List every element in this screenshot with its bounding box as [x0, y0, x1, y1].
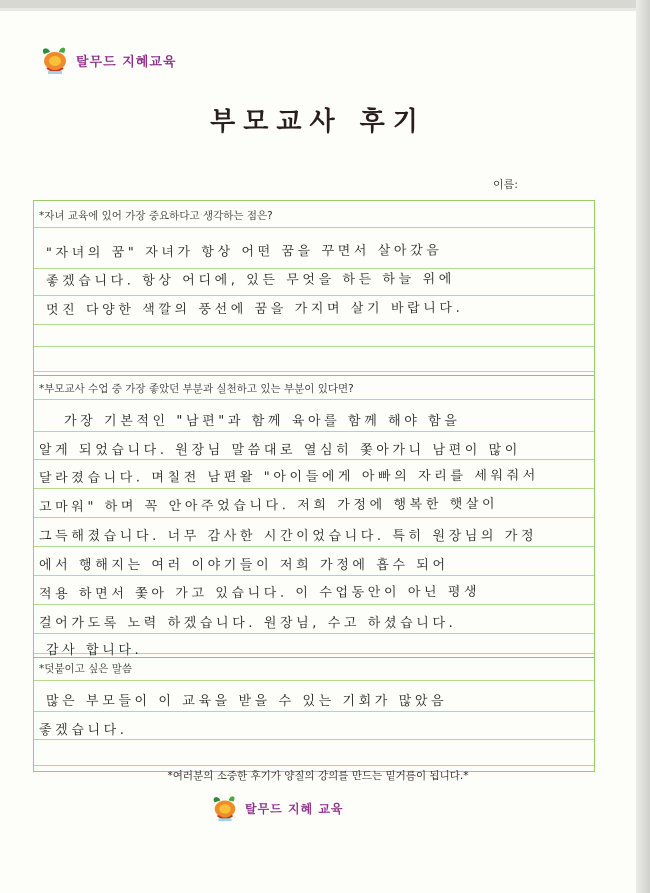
answer-2-line-4: 고마워" 하며 꼭 안아주었습니다. 저희 가정에 행복한 햇살이: [38, 496, 499, 515]
answer-1-line-1: "자녀의 꿈" 자녀가 항상 어떤 꿈을 꾸면서 살아갔음: [45, 243, 443, 261]
rule-line: [34, 739, 594, 740]
rule-line: [34, 711, 594, 712]
brand-footer: [209, 793, 344, 823]
answer-2-line-7: 적용 하면서 쫓아 가고 있습니다. 이 수업동안이 아닌 평생: [38, 584, 481, 602]
footer-note: *여러분의 소중한 후기가 양질의 강의를 만드는 밑거름이 됩니다.*: [167, 770, 469, 782]
brand-logo-icon: [38, 44, 72, 76]
brand-header: [38, 44, 176, 76]
rule-line: [34, 399, 594, 400]
scan-edge-right: [636, 0, 650, 893]
section-1-question: *자녀 교육에 있어 가장 중요하다고 생각하는 점은?: [39, 210, 273, 222]
rule-line: [34, 765, 594, 766]
rule-line: [34, 324, 594, 325]
brand-name: 탈무드 지혜교육: [76, 54, 177, 70]
answer-2-line-5: 그득해졌습니다. 너무 감사한 시간이었습니다. 특히 원장님의 가정: [39, 529, 538, 544]
answer-3-line-1: 많은 부모들이 이 교육을 받을 수 있는 기회가 많았음: [46, 694, 448, 709]
page-title: 부모교사 후기: [210, 107, 426, 137]
rule-line: [34, 604, 594, 605]
answer-2-line-3: 달라졌습니다. 며칠전 남편왈 "아이들에게 아빠의 자리를 세워줘서: [38, 468, 539, 486]
section-3-question: *덧붙이고 싶은 말씀: [39, 663, 133, 675]
scan-edge-top: [0, 0, 650, 8]
brand-name-footer: 탈무드 지혜 교육: [245, 801, 344, 816]
rule-line: [34, 227, 594, 228]
scan-edge-top-shadow: [0, 8, 650, 11]
answer-3-line-2: 좋겠습니다.: [39, 723, 128, 738]
answer-2-line-2: 알게 되었습니다. 원장님 말씀대로 열심히 쫓아가니 남편이 많이: [39, 443, 521, 458]
answer-2-line-8: 걸어가도록 노력 하겠습니다. 원장님, 수고 하셨습니다.: [39, 616, 457, 631]
section-2-question: *부모교사 수업 중 가장 좋았던 부분과 실천하고 있는 부분이 있다면?: [39, 383, 354, 395]
answer-2-line-1: 가장 기본적인 "남편"과 함께 육아를 함께 해야 함을: [64, 414, 461, 429]
rule-line: [34, 459, 594, 460]
rule-line: [34, 546, 594, 547]
section-divider: [34, 375, 594, 376]
answer-2-line-6: 에서 행해지는 여러 이야기들이 저희 가정에 흡수 되어: [39, 558, 449, 573]
rule-line: [34, 295, 594, 296]
answer-2-line-9: 감사 합니다.: [46, 643, 143, 658]
name-label: 이름:: [493, 178, 518, 191]
rule-line: [34, 517, 594, 518]
rule-line: [34, 346, 594, 347]
rule-line: [34, 575, 594, 576]
rule-line: [34, 431, 594, 432]
review-sheet: [33, 200, 595, 772]
rule-line: [34, 371, 594, 372]
rule-line: [34, 633, 594, 634]
answer-1-line-2: 좋겠습니다. 항상 어디에, 있든 무엇을 하든 하늘 위에: [45, 271, 455, 289]
rule-line: [34, 488, 594, 489]
rule-line: [34, 680, 594, 681]
answer-1-line-3: 멋진 다양한 색깔의 풍선에 꿈을 가지며 살기 바랍니다.: [45, 300, 464, 318]
brand-logo-icon: [209, 793, 241, 823]
